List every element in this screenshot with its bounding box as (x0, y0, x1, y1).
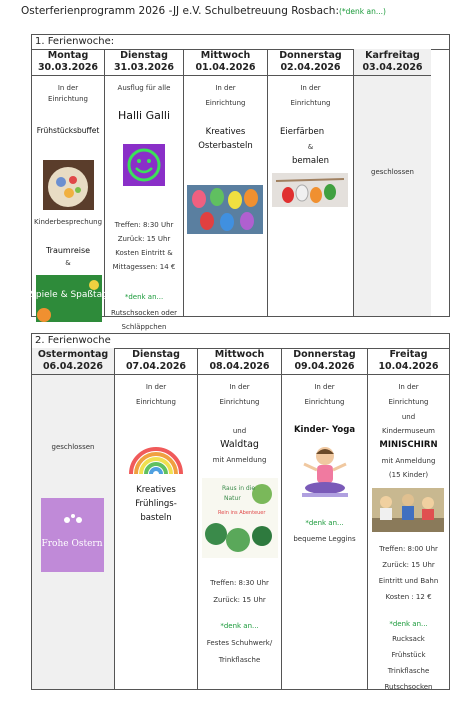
breakfast-image (43, 160, 94, 210)
event-line: Kreatives (136, 485, 176, 495)
day-name: Donnerstag (293, 349, 356, 360)
text-line: Zurück: 15 Uhr (213, 596, 266, 604)
day-name: Ostermontag (37, 349, 109, 360)
text-line: Einrichtung (388, 398, 429, 406)
text-line: Rutschsocken (384, 683, 433, 691)
event-line: Frühlings- (135, 499, 177, 509)
event-line: Osterbasteln (198, 141, 253, 151)
week-2-header: 2. Ferienwoche (32, 334, 449, 349)
text-line: Einrichtung (48, 95, 88, 103)
day-date: 03.04.2026 (362, 62, 423, 73)
text-line: & (65, 259, 71, 267)
text-line: Ausflug für alle (117, 84, 171, 92)
event-line: Eierfärben (280, 127, 325, 137)
text-line: Rutschsocken oder (110, 309, 178, 317)
halli-galli-image (123, 144, 165, 186)
text-line: & (307, 143, 314, 151)
text-line: und (232, 427, 247, 435)
week-1-table (30, 34, 450, 331)
text-line: Einrichtung (304, 398, 345, 406)
frohe-ostern-label: Frohe Ostern (41, 539, 103, 549)
waldtag-img-line: Natur (224, 495, 241, 502)
day-name: Dienstag (120, 50, 168, 61)
day-name: Donnerstag (279, 50, 342, 61)
text-line: Kinderbesprechung (33, 218, 103, 226)
day-date: 09.04.2026 (294, 361, 355, 372)
museum-kids-image (372, 488, 444, 532)
event-waldtag: Waldtag (220, 439, 259, 450)
text-line: Einrichtung (136, 398, 176, 406)
week2-monday (32, 348, 115, 689)
day-date: 06.04.2026 (42, 361, 104, 372)
easter-eggs-image (187, 185, 263, 234)
day-date: 10.04.2026 (378, 361, 439, 372)
frohe-ostern-image (41, 498, 104, 572)
text-line: In der (300, 84, 321, 92)
week1-thursday (268, 49, 354, 316)
text-line: Einrichtung (219, 398, 260, 406)
day-name: Montag (47, 50, 89, 61)
text-line: Frühstück (391, 651, 426, 659)
text-line: Trinkflasche (218, 656, 261, 664)
text-line: Eintritt und Bahn (378, 577, 439, 585)
day-date: 02.04.2026 (280, 62, 341, 73)
text-line: bequeme Leggins (293, 535, 356, 543)
event-line: basteln (140, 513, 172, 523)
text-line: Einrichtung (290, 99, 331, 107)
document-title: Osterferienprogramm 2026 -JJ e.V. Schulbetreuung Rosbach:(*denk an...) (21, 5, 386, 17)
event-line: bemalen (291, 156, 330, 166)
egg-dyeing-image (272, 173, 348, 207)
text-line: Schläppchen (121, 323, 167, 331)
event-fruehstuecksbuffet: Frühstücksbuffet (36, 126, 100, 135)
spiele-spasstag-image (30, 275, 108, 322)
waldtag-img-line: Raus in die (222, 485, 256, 492)
week1-tuesday (105, 49, 184, 331)
day-date: 01.04.2026 (195, 62, 256, 73)
denk-an-note: *denk an... (389, 620, 428, 628)
waldtag-image (202, 478, 278, 558)
event-kinder-yoga: Kinder- Yoga (293, 425, 356, 435)
event-halli-galli: Halli Galli (117, 109, 171, 122)
denk-an-note: *denk an... (305, 519, 344, 527)
week-1-header: 1. Ferienwoche: (32, 35, 449, 50)
text-line: Zurück: 15 Uhr (382, 561, 435, 569)
rainbow-image (125, 438, 187, 476)
denk-an-note: *denk an... (124, 293, 164, 301)
week1-wednesday (184, 49, 268, 316)
day-name: Freitag (389, 349, 428, 360)
text-line: mit Anmeldung (381, 457, 436, 465)
day-date: 08.04.2026 (209, 361, 270, 372)
text-line: Kindermuseum (382, 427, 435, 435)
text-line: Rucksack (392, 635, 425, 643)
spiele-spasstag-label: Spiele & Spaßtag (30, 290, 108, 300)
text-line: In der (57, 84, 79, 92)
waldtag-img-line: Rein ins Abenteuer (218, 510, 266, 516)
week1-friday (354, 49, 431, 316)
event-line: Kreatives (205, 127, 246, 137)
week1-monday (30, 49, 108, 316)
day-name: Karfreitag (365, 50, 420, 61)
day-date: 07.04.2026 (125, 361, 187, 372)
text-line: Trinkflasche (387, 667, 430, 675)
day-name: Mittwoch (200, 50, 251, 61)
text-line: und (401, 413, 416, 421)
denk-an-note: *denk an... (220, 622, 259, 630)
day-date: 31.03.2026 (113, 62, 175, 73)
text-line: In der (314, 383, 335, 391)
closed-status: geschlossen (51, 443, 95, 451)
text-line: In der (398, 383, 419, 391)
closed-status: geschlossen (371, 168, 414, 176)
text-line: Festes Schuhwerk/ (206, 639, 273, 647)
text-line: In der (215, 84, 236, 92)
event-traumreise: Traumreise (45, 246, 91, 255)
text-line: Mittagessen: 14 € (112, 263, 176, 271)
text-line: mit Anmeldung (212, 456, 267, 464)
day-name: Mittwoch (214, 349, 265, 360)
text-line: In der (145, 383, 167, 391)
text-line: Kosten Eintritt & (115, 249, 173, 257)
text-line: Treffen: 8:00 Uhr (379, 545, 438, 553)
week2-tuesday (115, 348, 198, 689)
text-line: Zurück: 15 Uhr (117, 235, 171, 243)
week2-friday (368, 348, 449, 689)
day-date: 30.03.2026 (37, 62, 99, 73)
title-note: (*denk an...) (339, 7, 386, 16)
week-2-table (31, 333, 450, 690)
text-line: (15 Kinder) (388, 471, 429, 479)
event-minischirn: MINISCHIRN (379, 440, 438, 450)
day-name: Dienstag (132, 349, 180, 360)
text-line: Treffen: 8:30 Uhr (114, 221, 174, 229)
yoga-child-image (300, 444, 350, 498)
text-line: Treffen: 8:30 Uhr (210, 579, 269, 587)
week2-thursday (282, 348, 368, 689)
text-line: Kosten : 12 € (385, 593, 432, 601)
text-line: Einrichtung (205, 99, 246, 107)
text-line: In der (229, 383, 250, 391)
week2-wednesday (198, 348, 282, 689)
